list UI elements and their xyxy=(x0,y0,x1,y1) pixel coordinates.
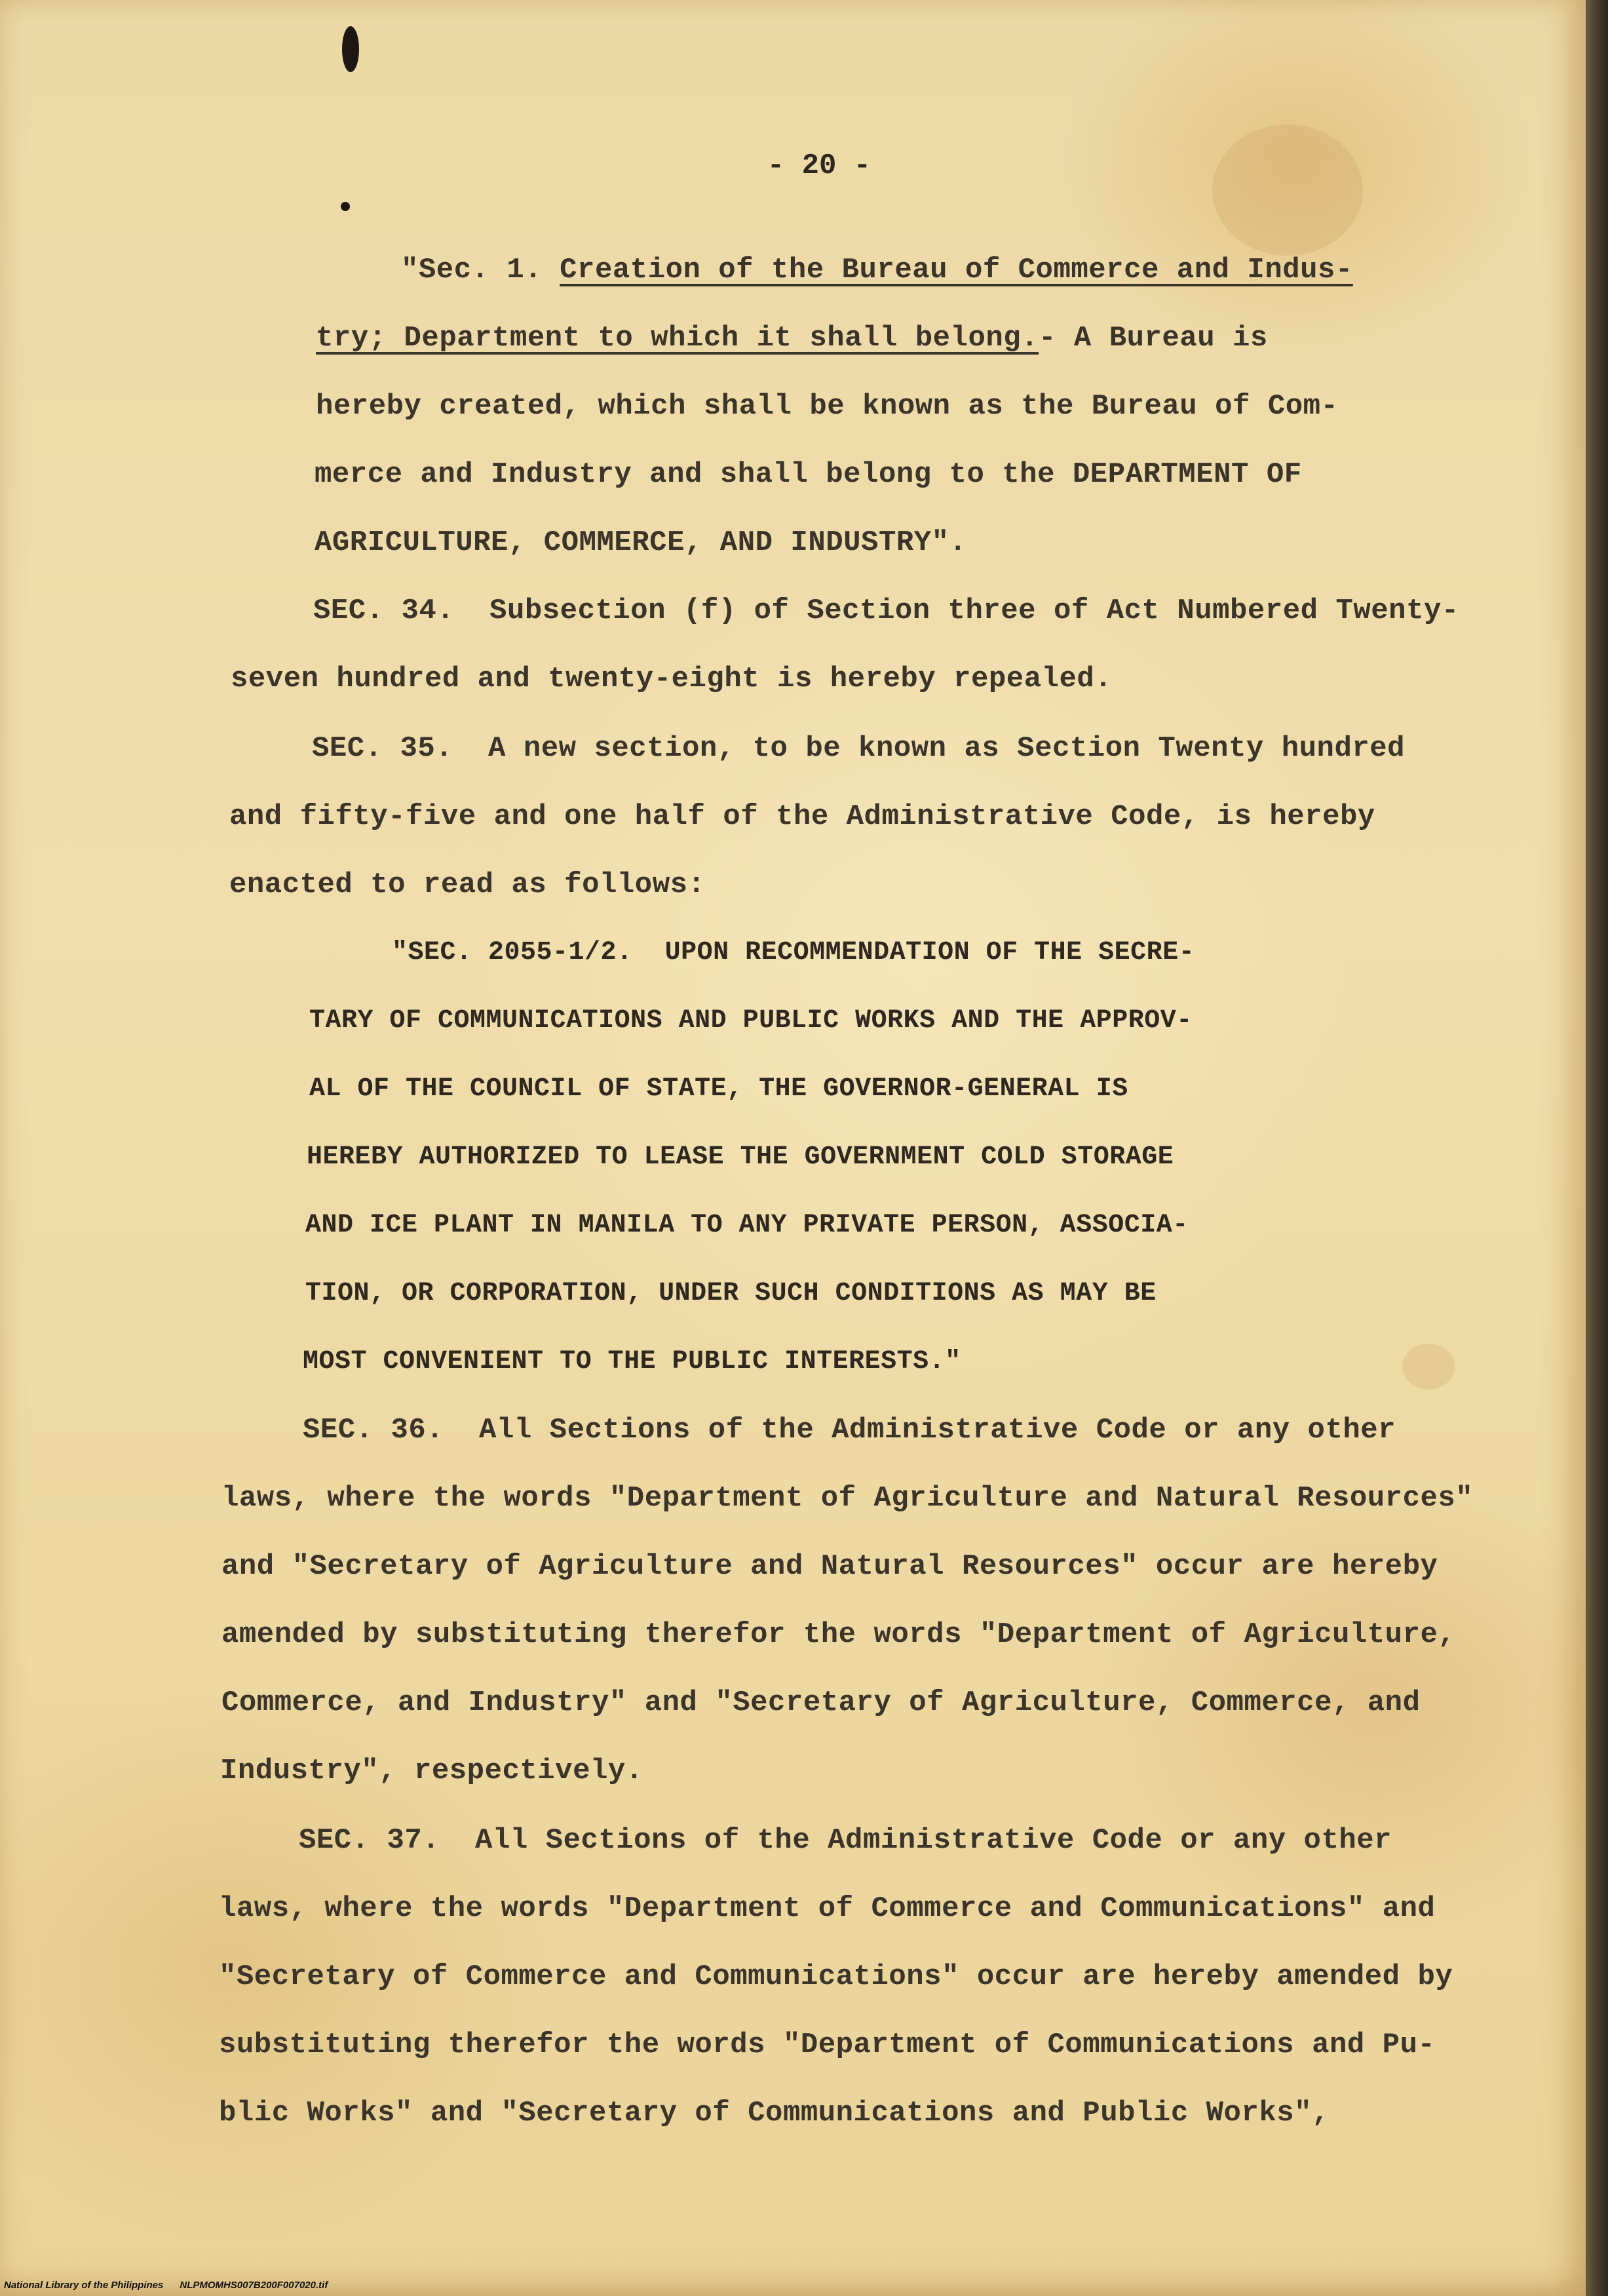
text-line: AND ICE PLANT IN MANILA TO ANY PRIVATE PERSON, ASSOCIA- xyxy=(305,1211,1189,1240)
text-line: Commerce, and Industry" and "Secretary of Agriculture, Commerce, and xyxy=(221,1686,1421,1719)
text-line xyxy=(316,319,1299,358)
text-line: blic Works" and "Secretary of Communications and Public Works", xyxy=(219,2097,1330,2130)
text-line: AL OF THE COUNCIL OF STATE, THE GOVERNOR-GENERAL IS xyxy=(309,1074,1128,1104)
text-line: "SEC. 2055-1/2. UPON RECOMMENDATION OF THE SECRE- xyxy=(392,938,1195,967)
section-title: Creation of the Bureau of Commerce and Indus- xyxy=(560,254,1353,286)
text-line: and "Secretary of Agriculture and Natural Resources" occur are hereby xyxy=(221,1550,1438,1583)
text-line: hereby created, which shall be known as the Bureau of Com- xyxy=(316,390,1339,423)
library-name: National Library of the Philippines xyxy=(4,2280,164,2291)
paper-stain xyxy=(1402,1344,1455,1390)
text-line: AGRICULTURE, COMMERCE, AND INDUSTRY". xyxy=(315,526,967,559)
scan-edge xyxy=(1586,0,1608,2296)
text-line xyxy=(401,250,1353,290)
text-line: and fifty-five and one half of the Administrative Code, is hereby xyxy=(229,800,1375,833)
text-line: TARY OF COMMUNICATIONS AND PUBLIC WORKS AND THE APPROV- xyxy=(309,1006,1193,1036)
text-line: "Secretary of Commerce and Communications" occur are hereby amended by xyxy=(219,1960,1453,1993)
text-line: merce and Industry and shall belong to the DEPARTMENT OF xyxy=(315,458,1302,491)
section-text: - A Bureau is xyxy=(1039,322,1268,355)
paper-stain xyxy=(1212,125,1363,256)
text-line: laws, where the words "Department of Commerce and Communications" and xyxy=(219,1892,1436,1925)
text-line: laws, where the words "Department of Agriculture and Natural Resources" xyxy=(221,1482,1474,1515)
text-line: amended by substituting therefor the words "Department of Agriculture, xyxy=(221,1618,1456,1651)
text-line: SEC. 36. All Sections of the Administrative Code or any other xyxy=(303,1414,1396,1447)
text-line: HEREBY AUTHORIZED TO LEASE THE GOVERNMENT COLD STORAGE xyxy=(307,1142,1174,1172)
text-line: seven hundred and twenty-eight is hereby repealed. xyxy=(231,663,1113,695)
text-line: SEC. 37. All Sections of the Administrative Code or any other xyxy=(299,1824,1392,1857)
section-title: try; Department to which it shall belong. xyxy=(316,322,1039,355)
file-id: NLPMOMHS007B200F007020.tif xyxy=(180,2280,328,2291)
text-line: substituting therefor the words "Department of Communications and Pu- xyxy=(219,2029,1436,2061)
text-line: MOST CONVENIENT TO THE PUBLIC INTERESTS." xyxy=(303,1347,961,1376)
ink-blot xyxy=(342,26,359,72)
text-line: enacted to read as follows: xyxy=(229,868,706,901)
text-line: Industry", respectively. xyxy=(220,1755,643,1787)
ink-blot xyxy=(341,202,350,211)
section-label: "Sec. 1. xyxy=(401,254,560,286)
text-line: TION, OR CORPORATION, UNDER SUCH CONDITIONS AS MAY BE xyxy=(305,1279,1157,1308)
text-line: SEC. 34. Subsection (f) of Section three of Act Numbered Twenty- xyxy=(313,594,1459,627)
scan-footer xyxy=(4,2280,328,2291)
text-line: SEC. 35. A new section, to be known as Section Twenty hundred xyxy=(312,732,1406,765)
page-number: - 20 - xyxy=(767,149,871,182)
